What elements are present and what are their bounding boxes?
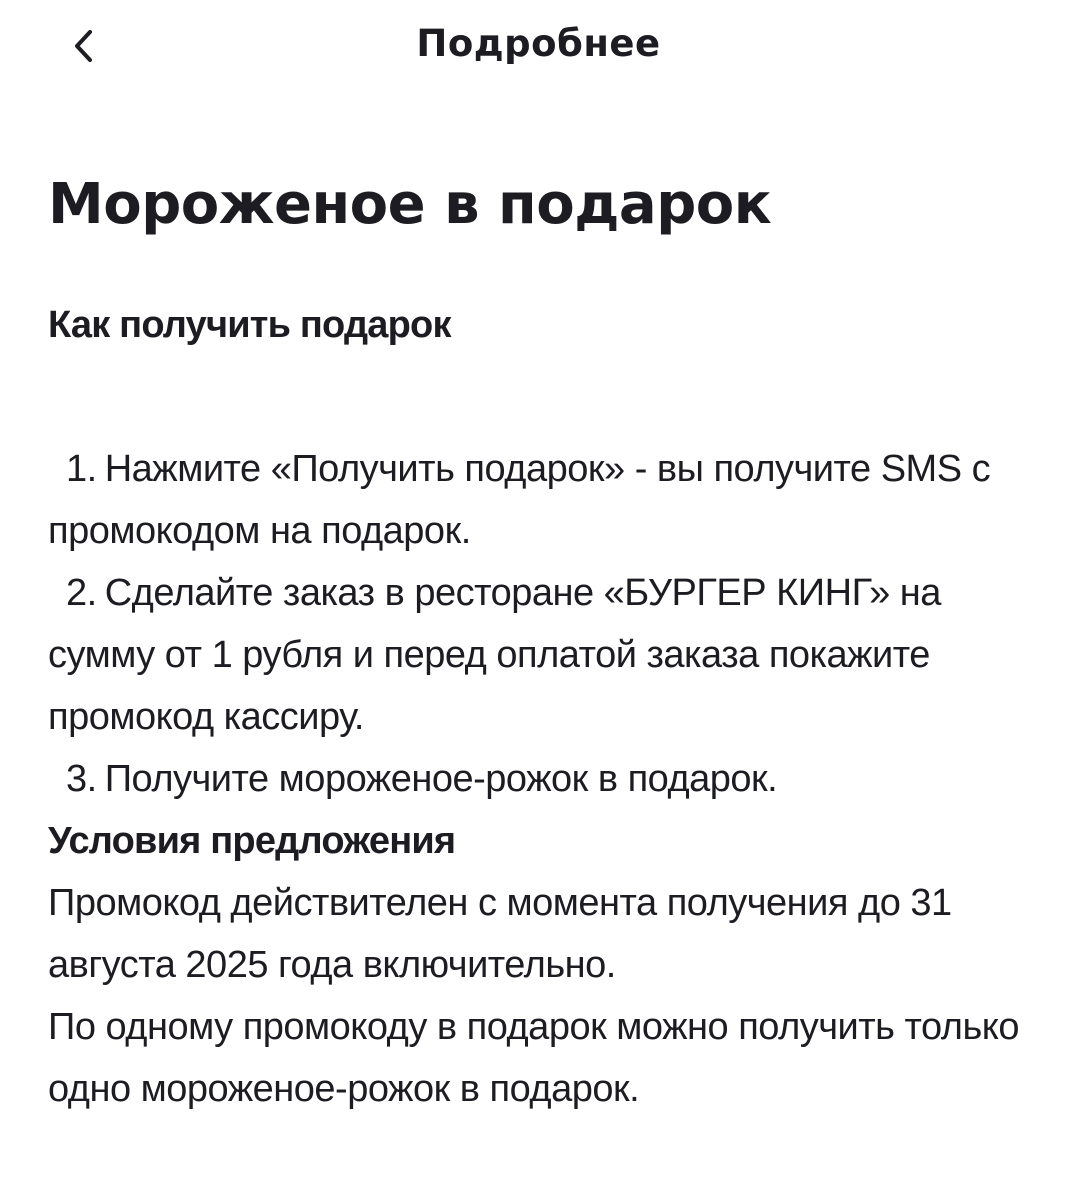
step-item — [48, 438, 1038, 562]
step-text: Нажмите «Получить подарок» - вы получите SMS с промокодом на подарок. — [48, 448, 991, 552]
step-number: 1. — [66, 448, 97, 490]
step-item — [48, 748, 1038, 810]
steps-list — [48, 438, 1038, 810]
top-bar — [0, 0, 1077, 96]
how-to-heading: Как получить подарок — [48, 304, 451, 346]
step-item — [48, 562, 1038, 748]
step-text: Сделайте заказ в ресторане «БУРГЕР КИНГ» на сумму от 1 рубля и перед оплатой заказа покажите промокод кассиру. — [48, 572, 941, 738]
step-number: 3. — [66, 758, 97, 800]
header-title: Подробнее — [416, 22, 661, 65]
conditions-paragraph: По одному промокоду в подарок можно получить только одно мороженое-рожок в подарок. — [48, 1006, 1019, 1110]
step-text: Получите мороженое-рожок в подарок. — [104, 758, 778, 800]
conditions-heading: Условия предложения — [48, 820, 456, 862]
page-title: Мороженое в подарок — [48, 172, 772, 237]
promo-details — [48, 160, 1038, 1120]
conditions-paragraph: Промокод действителен с момента получения до 31 августа 2025 года включительно. — [48, 882, 952, 986]
step-number: 2. — [66, 572, 97, 614]
